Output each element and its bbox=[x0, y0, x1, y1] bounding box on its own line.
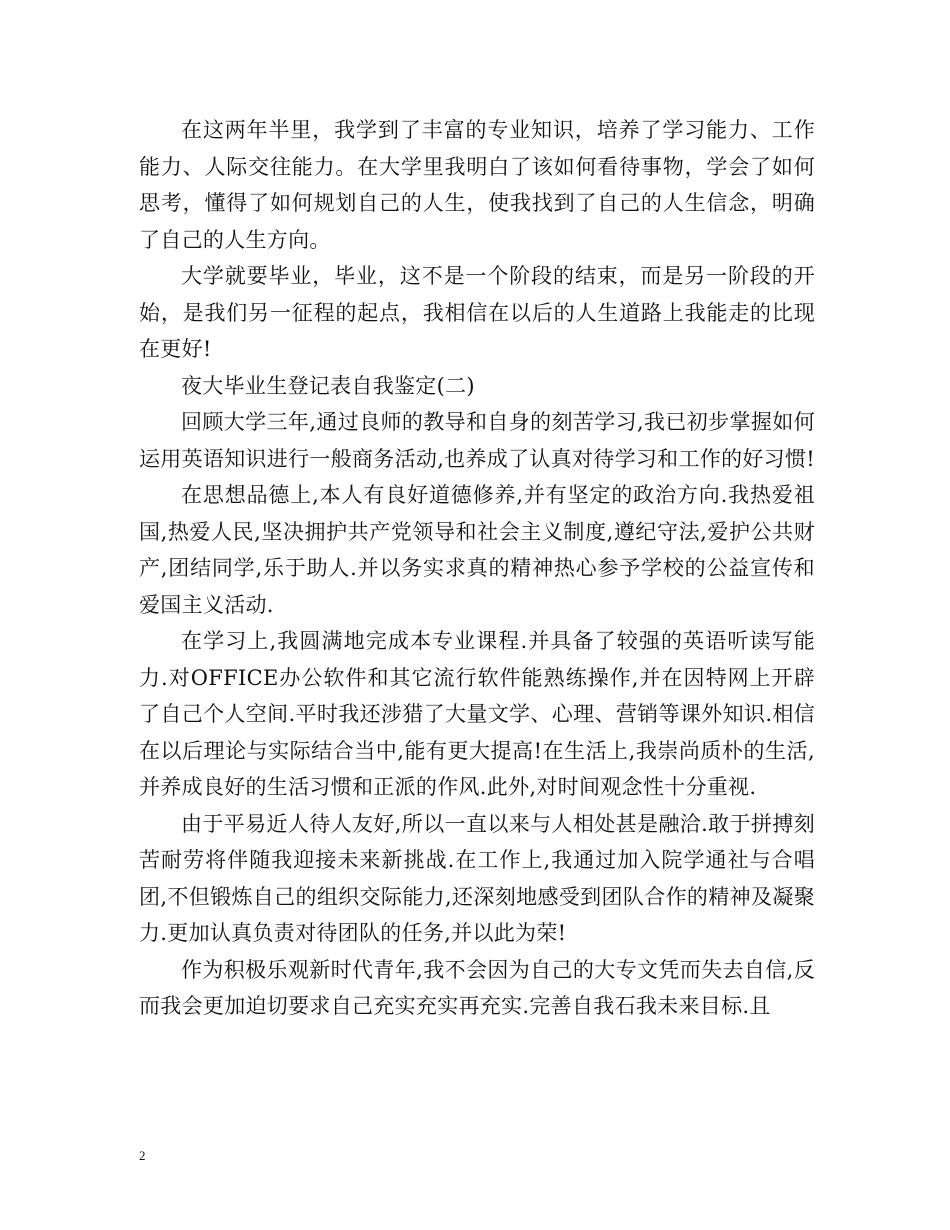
paragraph-work: 由于平易近人待人友好,所以一直以来与人相处甚是融洽.敢于拼搏刻苦耐劳将伴随我迎接未来新挑战.在工作上,我通过加入院学通社与合唱团,不但锻炼自己的组织交际能力,还深刻地感受到团队合作的精神及凝聚力.更加认真负责对待团队的任务,并以此为荣! bbox=[139, 811, 815, 945]
page-number: 2 bbox=[139, 1148, 146, 1163]
document-body bbox=[139, 112, 815, 1025]
paragraph-ideology: 在思想品德上,本人有良好道德修养,并有坚定的政治方向.我热爱祖国,热爱人民,坚决拥护共产党领导和社会主义制度,遵纪守法,爱护公共财产,团结同学,乐于助人.并以务实求真的精神热心参予学校的公益宣传和爱国主义活动. bbox=[139, 483, 815, 617]
paragraph-outlook: 作为积极乐观新时代青年,我不会因为自己的大专文凭而失去自信,反而我会更加迫切要求自己充实充实再充实.完善自我石我未来目标.且 bbox=[139, 957, 815, 1018]
section-heading: 夜大毕业生登记表自我鉴定(二) bbox=[181, 373, 475, 398]
paragraph-study-life: 在学习上,我圆满地完成本专业课程.并具备了较强的英语听读写能力.对OFFICE办公软件和其它流行软件能熟练操作,并在因特网上开辟了自己个人空间.平时我还涉猎了大量文学、心理、营销等课外知识.相信在以后理论与实际结合当中,能有更大提高!在生活上,我崇尚质朴的生活,并养成良好的生活习惯和正派的作风.此外,对时间观念性十分重视. bbox=[139, 629, 815, 799]
paragraph-review: 回顾大学三年,通过良师的教导和自身的刻苦学习,我已初步掌握如何运用英语知识进行一般商务活动,也养成了认真对待学习和工作的好习惯! bbox=[139, 410, 816, 471]
paragraph-graduation: 大学就要毕业，毕业，这不是一个阶段的结束，而是另一阶段的开始，是我们另一征程的起点，我相信在以后的人生道路上我能走的比现在更好! bbox=[139, 264, 815, 361]
paragraph-study-summary: 在这两年半里，我学到了丰富的专业知识，培养了学习能力、工作能力、人际交往能力。在大学里我明白了该如何看待事物，学会了如何思考，懂得了如何规划自己的人生，使我找到了自己的人生信念，明确了自己的人生方向。 bbox=[139, 118, 815, 252]
